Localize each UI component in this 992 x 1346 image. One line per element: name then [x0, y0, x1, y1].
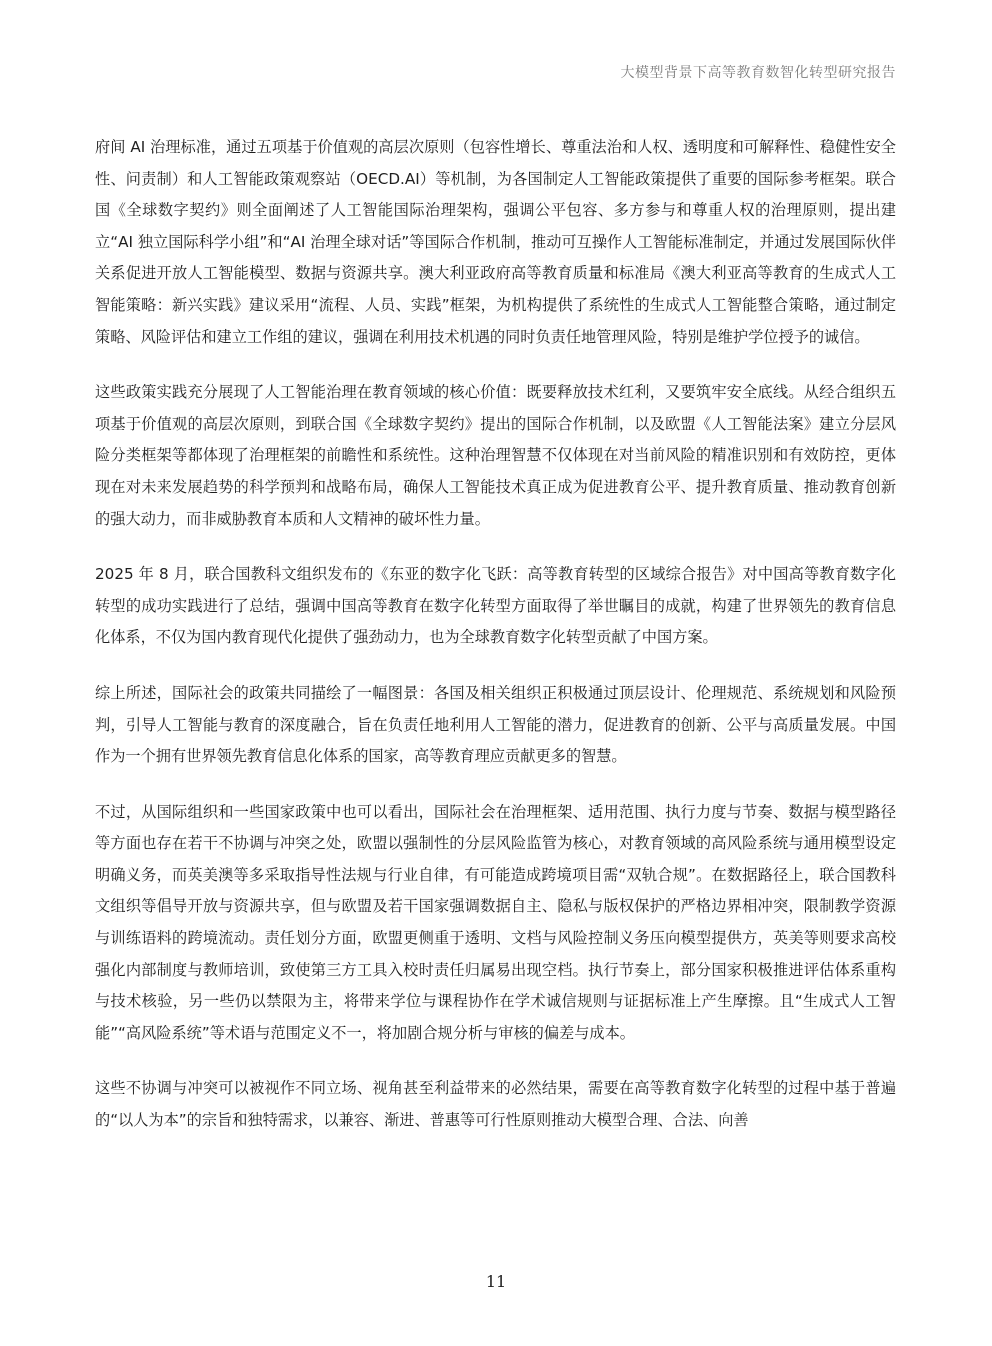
- document-body: [95, 132, 896, 1161]
- body-paragraph: 综上所述，国际社会的政策共同描绘了一幅图景：各国及相关组织正积极通过顶层设计、伦理规范、系统规划和风险预判，引导人工智能与教育的深度融合，旨在负责任地利用人工智能的潜力，促进教育的创新、公平与高质量发展。中国作为一个拥有世界领先教育信息化体系的国家，高等教育理应贡献更多的智慧。: [95, 683, 896, 766]
- page-number: 11: [485, 1272, 507, 1291]
- body-paragraph: 不过，从国际组织和一些国家政策中也可以看出，国际社会在治理框架、适用范围、执行力度与节奏、数据与模型路径等方面也存在若干不协调与冲突之处，欧盟以强制性的分层风险监管为核心，对教育领域的高风险系统与通用模型设定明确义务，而英美澳等多采取指导性法规与行业自律，有可能造成跨境项目需“双轨合规”。在数据路径上，联合国教科文组织等倡导开放与资源共享，但与欧盟及若干国家强调数据自主、隐私与版权保护的严格边界相冲突，限制教学资源与训练语料的跨境流动。责任划分方面，欧盟更侧重于透明、文档与风险控制义务压向模型提供方，英美等则要求高校强化内部制度与教师培训，致使第三方工具入校时责任归属易出现空档。执行节奏上，部分国家积极推进评估体系重构与技术核验，另一些仍以禁限为主，将带来学位与课程协作在学术诚信规则与证据标准上产生摩擦。且“生成式人工智能”“高风险系统”等术语与范围定义不一，将加剧合规分析与审核的偏差与成本。: [95, 802, 896, 1042]
- body-paragraph: 这些不协调与冲突可以被视作不同立场、视角甚至利益带来的必然结果，需要在高等教育数字化转型的过程中基于普遍的“以人为本”的宗旨和独特需求，以兼容、渐进、普惠等可行性原则推动大模型合理、合法、向善: [95, 1079, 896, 1130]
- running-header: 大模型背景下高等教育数智化转型研究报告: [620, 65, 896, 81]
- body-paragraph: 这些政策实践充分展现了人工智能治理在教育领域的核心价值：既要释放技术红利，又要筑牢安全底线。从经合组织五项基于价值观的高层次原则，到联合国《全球数字契约》提出的国际合作机制，以及欧盟《人工智能法案》建立分层风险分类框架等都体现了治理框架的前瞻性和系统性。这种治理智慧不仅体现在对当前风险的精准识别和有效防控，更体现在对未来发展趋势的科学预判和战略布局，确保人工智能技术真正成为促进教育公平、提升教育质量、推动教育创新的强大动力，而非威胁教育本质和人文精神的破坏性力量。: [95, 383, 896, 528]
- body-paragraph: 府间 AI 治理标准，通过五项基于价值观的高层次原则（包容性增长、尊重法治和人权、透明度和可解释性、稳健性安全性、问责制）和人工智能政策观察站（OECD.AI）等机制，为各国制定人工智能政策提供了重要的国际参考框架。联合国《全球数字契约》则全面阐述了人工智能国际治理架构，强调公平包容、多方参与和尊重人权的治理原则，提出建立“AI 独立国际科学小组”和“AI 治理全球对话”等国际合作机制，推动可互操作人工智能标准制定，并通过发展国际伙伴关系促进开放人工智能模型、数据与资源共享。澳大利亚政府高等教育质量和标准局《澳大利亚高等教育的生成式人工智能策略：新兴实践》建议采用“流程、人员、实践”框架，为机构提供了系统性的生成式人工智能整合策略，通过制定策略、风险评估和建立工作组的建议，强调在利用技术机遇的同时负责任地管理风险，特别是维护学位授予的诚信。: [95, 138, 896, 346]
- body-paragraph: 2025 年 8 月，联合国教科文组织发布的《东亚的数字化飞跃：高等教育转型的区域综合报告》对中国高等教育数字化转型的成功实践进行了总结，强调中国高等教育在数字化转型方面取得了举世瞩目的成就，构建了世界领先的教育信息化体系，不仅为国内教育现代化提供了强劲动力，也为全球教育数字化转型贡献了中国方案。: [95, 565, 896, 647]
